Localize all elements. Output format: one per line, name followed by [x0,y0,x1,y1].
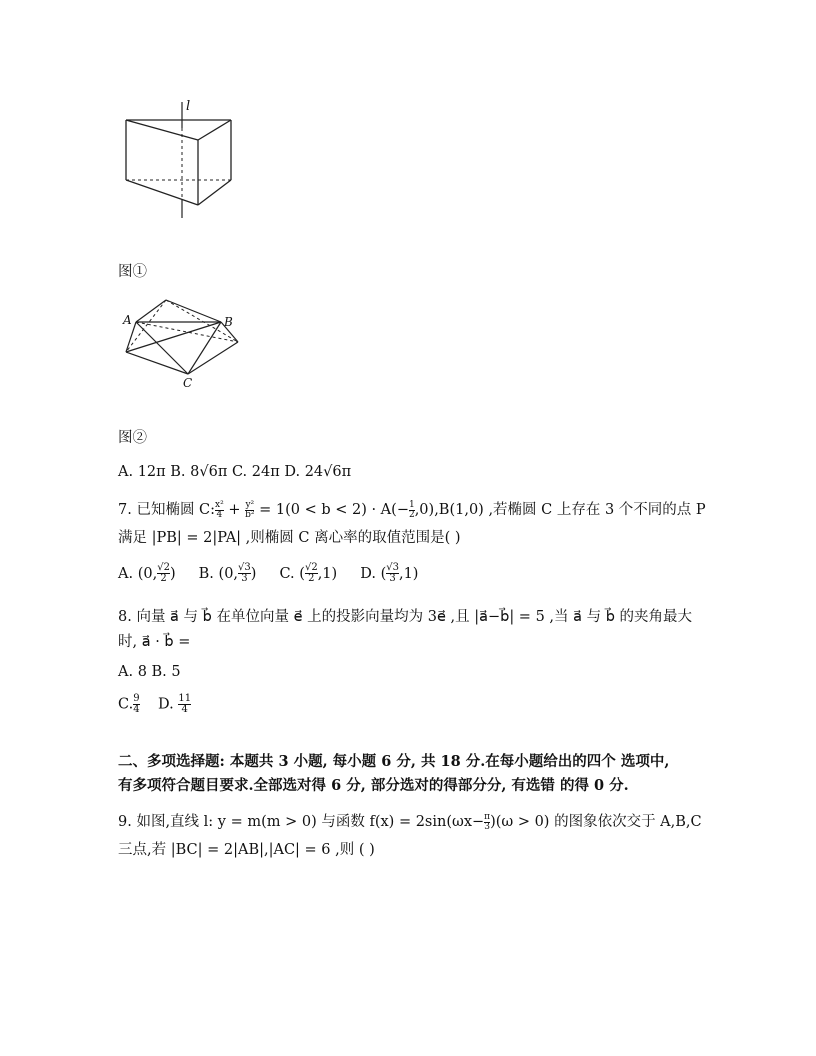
q7-text-b: = 1(0 < b < 2) · A(− [259,502,409,518]
q7-text-a: 7. 已知椭圆 C: [118,502,216,518]
hidden-top-lowleft [126,300,166,352]
octahedron-figure [118,292,243,392]
q7-frac-x: $\frac{\text{x²}}{4}$ [215,499,224,520]
hidden-a-lowright [136,322,238,342]
edge-b-c [188,322,221,374]
edge-a-c [136,322,188,374]
prism-top-right-edge [198,120,231,140]
q7-frac-half: $\frac{1}{2}$ [408,499,415,520]
q7-option-b: B. (0, $\frac{√3}{3}$ ) [198,562,257,584]
figure1-caption: 图① [118,264,147,280]
q7-option-a: A. (0, $\frac{√2}{2}$ ) [118,562,176,584]
prism-figure [118,98,248,223]
vertex-a-label: A [123,313,132,327]
q7-option-c: C. ( $\frac{√2}{2}$ ,1) [279,562,338,584]
q9-line2: 三点,若 |BC| = 2|AB|,|AC| = 6 ,则 ( ) [118,842,375,858]
prism-bottom-left-edge [126,180,198,205]
q7-text-c: ,0),B(1,0) ,若椭圆 C 上存在 3 个不同的点 P [414,502,706,518]
vertex-b-label: B [224,315,233,329]
section2-line2: 有多项符合题目要求.全部选对得 6 分, 部分选对的得部分分, 有选错 的得 0 分. [118,777,629,794]
q9-line1: 9. 如图,直线 l: y = m(m > 0) 与函数 f(x) = 2sin(ωx− $\frac{\pi}{3}$ )(ω > 0) 的图象依次交于 A,B,C [118,811,702,832]
prism-bottom-right-edge [198,180,231,205]
q8-line1: 8. 向量 a⃗ 与 b⃗ 在单位向量 e⃗ 上的投影向量均为 3e⃗ ,且 |a⃗−b⃗| = 5 ,当 a⃗ 与 b⃗ 的夹角最大 [118,609,693,625]
axis-l-label: l [186,99,191,114]
q7-line2: 满足 |PB| = 2|PA| ,则椭圆 C 离心率的取值范围是( ) [118,530,461,546]
q9-frac: $\frac{\pi}{3}$ [484,811,491,832]
edge-top-b [166,300,221,322]
edge-lowleft-c [126,352,188,374]
vertex-c-label: C [183,376,193,390]
q7-option-d: D. ( $\frac{√3}{3}$ ,1) [360,562,419,584]
q8-frac-d: $\frac{11}{4}$ [178,693,192,715]
q8-options-cd: C. $\frac{9}{4}$ D. $\frac{11}{4}$ [118,693,192,715]
q8-options-ab: A. 8 B. 5 [118,664,181,680]
figure2-caption: 图② [118,430,147,446]
q8-line2: 时, a⃗ · b⃗ = [118,634,191,650]
prism-top-left-edge [126,120,198,140]
q6-options: A. 12π B. 8√6π C. 24π D. 24√6π [118,464,352,480]
section2-line1: 二、多项选择题: 本题共 3 小题, 每小题 6 分, 共 18 分.在每小题给出的四个 选项中, [118,753,670,770]
q7-line1: 7. 已知椭圆 C: $\frac{\text{x²}}{4}$ + $\frac{\text{y²}}{\text{b²}}$ = 1(0 < b < 2) · A(− $\frac{1}{2}$ ,0),B(1,0) ,若椭圆 C 上存在 3 个不同的点 P [118,499,706,520]
edge-lowright-c [188,342,238,374]
q7-frac-y: $\frac{\text{y²}}{\text{b²}}$ [245,499,255,520]
q8-frac-c: $\frac{9}{4}$ [133,693,140,715]
q7-options [118,563,418,584]
edge-a-top [136,300,166,322]
